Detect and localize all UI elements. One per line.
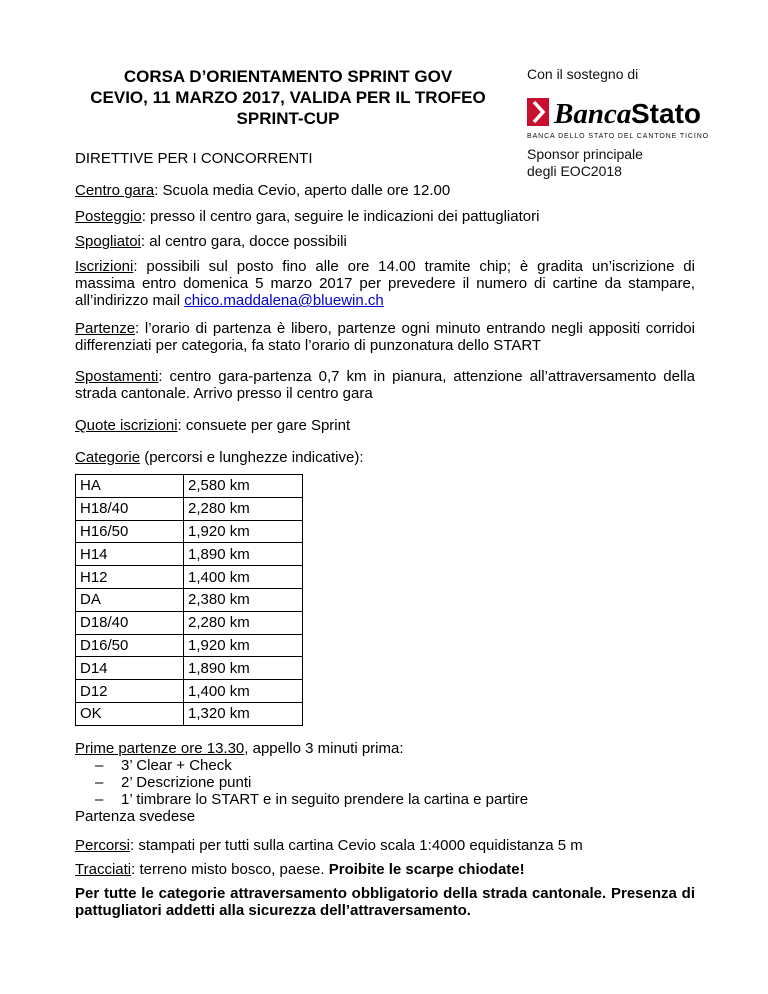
posteggio-label: Posteggio bbox=[75, 208, 142, 225]
logo-stato: Stato bbox=[631, 98, 701, 129]
category-name: DA bbox=[76, 588, 184, 611]
centro-gara-text: : Scuola media Cevio, aperto dalle ore 12.00 bbox=[154, 182, 451, 199]
directives-heading: DIRETTIVE PER I CONCORRENTI bbox=[75, 150, 313, 167]
quote-label: Quote iscrizioni bbox=[75, 417, 178, 434]
category-name: OK bbox=[76, 702, 184, 725]
table-row bbox=[76, 611, 303, 634]
logo-banca: Banca bbox=[554, 98, 632, 130]
spogliatoi-text: : al centro gara, docce possibili bbox=[140, 233, 347, 250]
section-iscrizioni bbox=[75, 258, 695, 309]
partenza-svedese: Partenza svedese bbox=[75, 808, 196, 825]
section-posteggio bbox=[75, 208, 695, 225]
category-name: H14 bbox=[76, 543, 184, 566]
posteggio-text: : presso il centro gara, seguire le indicazioni dei pattugliatori bbox=[141, 208, 540, 225]
sponsor-main-line-1: Sponsor principale bbox=[527, 146, 643, 162]
iscrizioni-label: Iscrizioni bbox=[75, 258, 134, 275]
table-row bbox=[76, 520, 303, 543]
percorsi-text: : stampati per tutti sulla cartina Cevio scala 1:4000 equidistanza 5 m bbox=[130, 837, 583, 854]
percorsi-label: Percorsi bbox=[75, 837, 131, 854]
category-name: D12 bbox=[76, 680, 184, 703]
section-prime-partenze bbox=[75, 740, 695, 757]
title-line-1: CORSA D’ORIENTAMENTO SPRINT GOV bbox=[123, 67, 453, 86]
table-row bbox=[76, 497, 303, 520]
section-centro-gara bbox=[75, 182, 695, 199]
category-name: D18/40 bbox=[76, 611, 184, 634]
email-link[interactable]: chico.maddalena@bluewin.ch bbox=[184, 292, 384, 309]
section-spostamenti bbox=[75, 368, 695, 402]
bancastato-logo bbox=[527, 96, 727, 146]
category-length: 1,890 km bbox=[184, 543, 303, 566]
tracciati-text: : terreno misto bosco, paese. bbox=[131, 861, 329, 878]
procedure-step: 2’ Descrizione punti bbox=[121, 774, 252, 791]
category-length: 1,920 km bbox=[184, 634, 303, 657]
section-categorie bbox=[75, 449, 695, 466]
categorie-label: Categorie bbox=[75, 449, 141, 466]
table-row bbox=[76, 475, 303, 498]
centro-gara-label: Centro gara bbox=[75, 182, 155, 199]
title-line-2: CEVIO, 11 MARZO 2017, VALIDA PER IL TROFEO bbox=[90, 88, 486, 107]
bullet-dash: – bbox=[95, 791, 104, 808]
category-name: H16/50 bbox=[76, 520, 184, 543]
procedure-step: 3’ Clear + Check bbox=[121, 757, 232, 774]
bullet-dash: – bbox=[95, 757, 104, 774]
section-quote bbox=[75, 417, 695, 434]
procedure-step: 1’ timbrare lo START e in seguito prendere la cartina e partire bbox=[121, 791, 529, 808]
category-length: 1,400 km bbox=[184, 680, 303, 703]
category-name: H18/40 bbox=[76, 497, 184, 520]
category-length: 1,890 km bbox=[184, 657, 303, 680]
category-length: 2,580 km bbox=[184, 475, 303, 498]
section-tracciati bbox=[75, 861, 695, 878]
quote-text: : consuete per gare Sprint bbox=[177, 417, 351, 434]
section-partenze bbox=[75, 320, 695, 354]
table-row bbox=[76, 588, 303, 611]
section-spogliatoi bbox=[75, 233, 695, 250]
table-row bbox=[76, 566, 303, 589]
final-note: Per tutte le categorie attraversamento obbligatorio della strada cantonale. Presenza di pattugliatori addetti alla sicurezza dell’attraversamento. bbox=[75, 885, 695, 919]
table-row bbox=[76, 657, 303, 680]
bullet-dash: – bbox=[95, 774, 104, 791]
sponsor-block bbox=[527, 66, 727, 179]
category-length: 1,920 km bbox=[184, 520, 303, 543]
section-percorsi bbox=[75, 837, 695, 854]
categorie-text: (percorsi e lunghezze indicative): bbox=[140, 449, 364, 466]
category-name: D14 bbox=[76, 657, 184, 680]
sponsor-main-line-2: degli EOC2018 bbox=[527, 163, 622, 179]
category-length: 2,280 km bbox=[184, 497, 303, 520]
category-name: HA bbox=[76, 475, 184, 498]
spostamenti-text: : centro gara-partenza 0,7 km in pianura, attenzione all’attraversamento della strada cantonale. Arrivo presso il centro gara bbox=[75, 368, 695, 402]
table-row bbox=[76, 702, 303, 725]
prime-partenze-text: , appello 3 minuti prima: bbox=[244, 740, 404, 757]
spostamenti-label: Spostamenti bbox=[75, 368, 159, 385]
iscrizioni-text: : possibili sul posto fino alle ore 14.00 tramite chip; è gradita un’iscrizione di massima entro domenica 5 marzo 2017 per prevedere il numero di cartine da stampare, all’indirizzo mail bbox=[75, 258, 695, 309]
category-name: D16/50 bbox=[76, 634, 184, 657]
list-item bbox=[95, 774, 251, 791]
prime-partenze-label: Prime partenze ore 13.30 bbox=[75, 740, 245, 757]
tracciati-label: Tracciati bbox=[75, 861, 132, 878]
category-length: 2,380 km bbox=[184, 588, 303, 611]
document-title bbox=[60, 66, 516, 129]
list-item bbox=[95, 757, 232, 774]
category-name: H12 bbox=[76, 566, 184, 589]
category-length: 2,280 km bbox=[184, 611, 303, 634]
category-length: 1,400 km bbox=[184, 566, 303, 589]
list-item bbox=[95, 791, 528, 808]
table-row bbox=[76, 680, 303, 703]
sponsor-support-text: Con il sostegno di bbox=[527, 66, 639, 82]
partenze-label: Partenze bbox=[75, 320, 136, 337]
spogliatoi-label: Spogliatoi bbox=[75, 233, 141, 250]
categories-table bbox=[75, 474, 303, 726]
title-line-3: SPRINT-CUP bbox=[236, 109, 340, 128]
tracciati-warning: Proibite le scarpe chiodate! bbox=[328, 861, 525, 878]
logo-subtitle: BANCA DELLO STATO DEL CANTONE TICINO bbox=[527, 133, 710, 140]
table-row bbox=[76, 634, 303, 657]
partenze-text: : l’orario di partenza è libero, partenze ogni minuto entrando negli appositi corridoi differenziati per categoria, fa stato l’orario di punzonatura dello START bbox=[75, 320, 695, 354]
table-row bbox=[76, 543, 303, 566]
category-length: 1,320 km bbox=[184, 702, 303, 725]
